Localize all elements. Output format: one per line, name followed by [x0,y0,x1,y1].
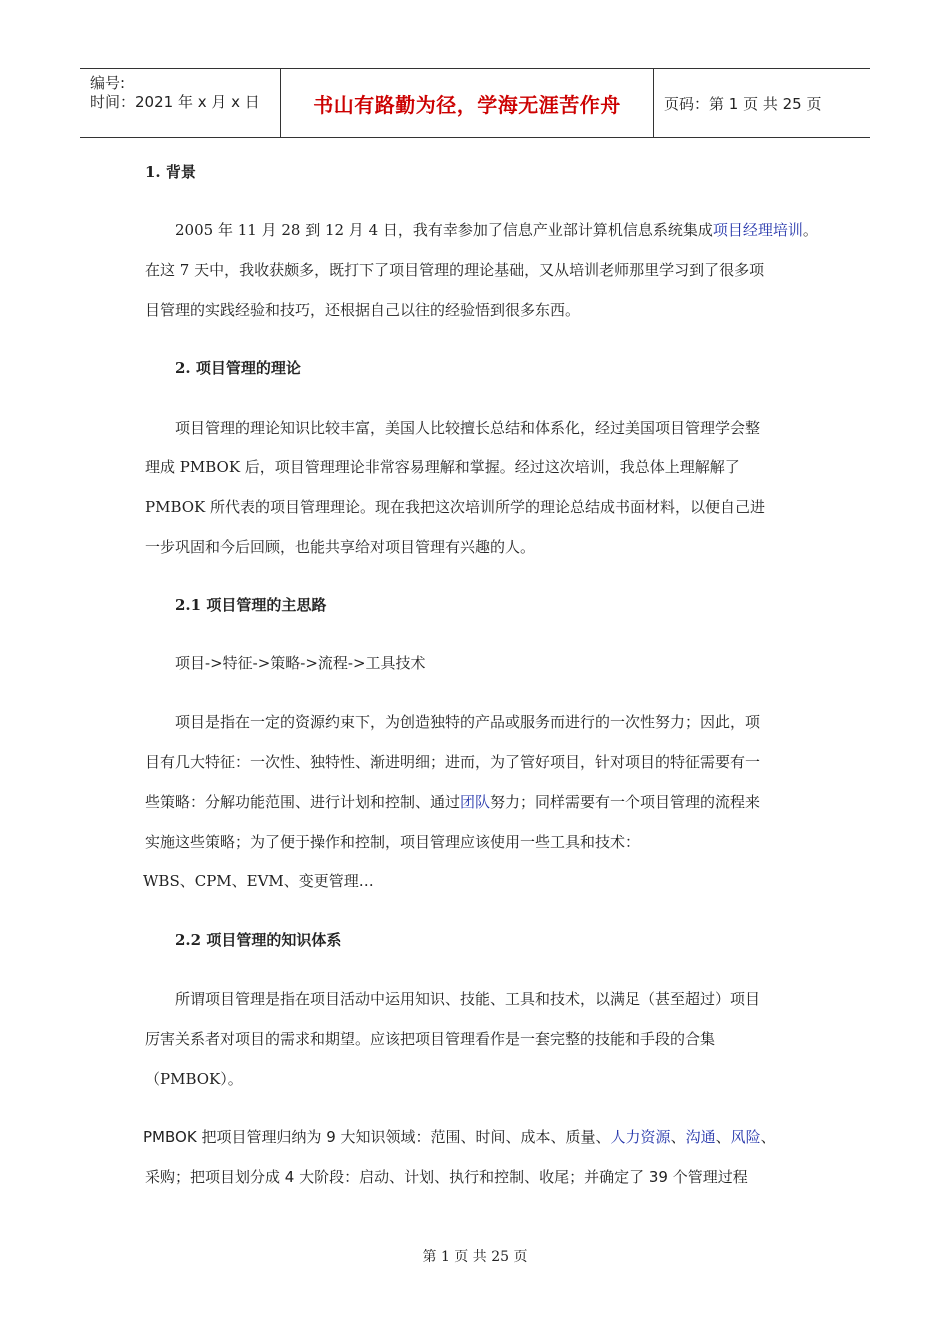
paragraph-line: WBS、CPM、EVM、变更管理… [143,872,374,890]
paragraph-line: 目有几大特征：一次性、独特性、渐进明细；进而，为了管好项目，针对项目的特征需要有一 [145,753,761,771]
paragraph-text: 9 [326,1128,336,1146]
paragraph-line: 项目管理的理论知识比较丰富，美国人比较擅长总结和体系化，经过美国项目管理学会整 [175,419,761,437]
paragraph-line [145,1167,748,1187]
team-link[interactable]: 团队 [460,793,491,811]
header-motto: 书山有路勤为径，学海无涯苦作舟 [313,93,621,117]
header-meta-cell [80,69,281,137]
communication-link[interactable]: 沟通 [685,1128,716,1146]
header-page-cell [654,69,870,137]
paragraph-text: 采购；把项目划分成 [145,1168,285,1186]
paragraph-line [175,220,818,240]
header-page-info: 页码：第 1 页 共 25 页 [664,95,822,113]
paragraph-text: 、 [715,1128,731,1146]
human-resources-link[interactable]: 人力资源 [610,1128,671,1146]
paragraph-line: 所谓项目管理是指在项目活动中运用知识、技能、工具和技术，以满足（甚至超过）项目 [175,990,761,1008]
paragraph-line: 实施这些策略；为了便于操作和控制，项目管理应该使用一些工具和技术： [145,833,641,851]
paragraph-line [145,792,760,812]
paragraph-line: 在这 7 天中，我收获颇多，既打下了项目管理的理论基础，又从培训老师那里学习到了很多项 [145,261,765,279]
paragraph-text: 2005 年 11 月 28 到 12 月 4 日，我有幸参加了信息产业部计算机信息系统集成 [175,221,713,239]
section-2-1-title: 2.1 项目管理的主思路 [175,596,327,614]
paragraph-text: 些策略：分解功能范围、进行计划和控制、通过 [145,793,461,811]
header-number-label: 编号: [90,74,126,92]
header-motto-cell [281,69,654,137]
paragraph-text: 把项目管理归纳为 [196,1128,327,1146]
paragraph-text: 。 [802,221,818,239]
paragraph-line: 厉害关系者对项目的需求和期望。应该把项目管理看作是一套完整的技能和手段的合集 [145,1030,716,1048]
paragraph-text: 39 [648,1168,668,1186]
paragraph-line: 一步巩固和今后回顾，也能共享给对项目管理有兴趣的人。 [145,538,536,556]
paragraph-text: 努力；同样需要有一个项目管理的流程来 [490,793,761,811]
paragraph-text: 个管理过程 [667,1168,748,1186]
paragraph-line: PMBOK 所代表的项目管理理论。现在我把这次培训所学的理论总结成书面材料，以便自己进 [145,498,766,516]
section-2-2-title: 2.2 项目管理的知识体系 [175,931,342,949]
section-2-title: 2. 项目管理的理论 [175,359,301,377]
header-time-label: 时间：2021 年 x 月 x 日 [90,93,260,111]
paragraph-text: PMBOK [143,1128,197,1146]
risk-link[interactable]: 风险 [730,1128,761,1146]
paragraph-text: 4 [284,1168,295,1186]
paragraph-line: 项目是指在一定的资源约束下，为创造独特的产品或服务而进行的一次性努力；因此，项 [175,713,761,731]
flow-line: 项目->特征->策略->流程->工具技术 [175,654,426,672]
paragraph-line: 理成 PMBOK 后，项目管理理论非常容易理解和掌握。经过这次培训，我总体上理解解了 [145,458,740,476]
paragraph-text: 大知识领域：范围、时间、成本、质量、 [335,1128,611,1146]
section-1-title: 1. 背景 [145,163,196,181]
paragraph-text: 、 [760,1128,776,1146]
paragraph-line: （PMBOK）。 [145,1070,243,1088]
paragraph-text: 大阶段：启动、计划、执行和控制、收尾；并确定了 [294,1168,649,1186]
training-link[interactable]: 项目经理培训 [712,221,803,239]
paragraph-line [143,1127,776,1147]
paragraph-line: 目管理的实践经验和技巧，还根据自己以往的经验悟到很多东西。 [145,301,581,319]
paragraph-text: 、 [670,1128,686,1146]
document-header [80,68,870,138]
page-footer: 第 1 页 共 25 页 [422,1249,528,1265]
